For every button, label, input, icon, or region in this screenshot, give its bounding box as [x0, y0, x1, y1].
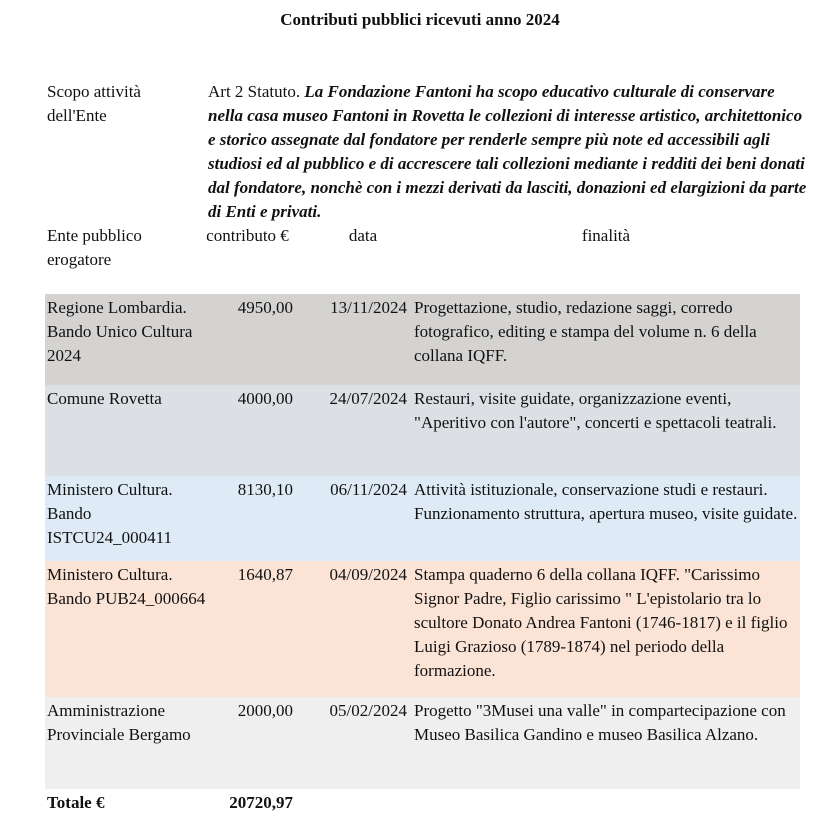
cell-ente: Regione Lombardia. Bando Unico Cultura 2024: [47, 298, 193, 365]
cell-data: 24/07/2024: [329, 389, 407, 408]
scopo-text: [208, 80, 808, 224]
cell-data: 05/02/2024: [329, 701, 407, 720]
cell-ente: Ministero Cultura. Bando PUB24_000664: [47, 565, 206, 608]
cell-contributo: 4000,00: [237, 389, 293, 408]
header-contributo: contributo €: [206, 226, 289, 245]
scopo-body: La Fondazione Fantoni ha scopo educativo culturale di conservare nella casa museo Fantoni in Rovetta le collezioni di interesse artistico, architettonico e storico assegnate dal fondatore per renderle sempre più note ed accessibili agli studiosi ed al pubblico e di accrescere tali collezioni mediante i redditi dei beni donati dal fondatore, nonchè con i mezzi derivati da lasciti, donazioni ed elargizioni da parte di Enti e privati.: [208, 82, 807, 221]
cell-contributo: 2000,00: [237, 701, 293, 720]
cell-ente: Amministrazione Provinciale Bergamo: [47, 701, 191, 744]
table-row: [45, 294, 800, 385]
scopo-label: Scopo attività dell'Ente: [47, 82, 141, 125]
header-data: data: [348, 226, 378, 245]
table-row: [45, 561, 800, 697]
cell-data: 13/11/2024: [330, 298, 407, 317]
header-ente: Ente pubblico erogatore: [47, 226, 142, 269]
cell-finalita: Attività istituzionale, conservazione studi e restauri. Funzionamento struttura, apertura museo, visite guidate.: [414, 480, 798, 523]
cell-ente: Ministero Cultura. Bando ISTCU24_000411: [47, 480, 173, 547]
cell-finalita: Progetto "3Musei una valle" in compartecipazione con Museo Basilica Gandino e museo Basilica Alzano.: [414, 701, 786, 744]
total-label: Totale €: [47, 793, 105, 812]
table-row: [45, 476, 800, 561]
cell-finalita: Restauri, visite guidate, organizzazione eventi, "Aperitivo con l'autore", concerti e spettacoli teatrali.: [414, 389, 777, 432]
cell-finalita: Progettazione, studio, redazione saggi, corredo fotografico, editing e stampa del volume n. 6 della collana IQFF.: [414, 298, 757, 365]
cell-ente: Comune Rovetta: [47, 389, 162, 408]
cell-contributo: 8130,10: [237, 480, 293, 499]
cell-contributo: 1640,87: [237, 565, 293, 584]
scopo-prefix: Art 2 Statuto.: [208, 82, 301, 101]
table-row: [45, 385, 800, 476]
cell-data: 04/09/2024: [329, 565, 407, 584]
page-title: Contributi pubblici ricevuti anno 2024: [280, 10, 560, 29]
cell-finalita: Stampa quaderno 6 della collana IQFF. "Carissimo Signor Padre, Figlio carissimo " L'epistolario tra lo scultore Donato Andrea Fantoni (1746-1817) e il figlio Luigi Grazioso (1789-1874) nel periodo della formazione.: [414, 565, 788, 680]
header-finalita: finalità: [581, 226, 631, 245]
total-value: 20720,97: [229, 793, 293, 812]
cell-data: 06/11/2024: [330, 480, 407, 499]
table-row: [45, 697, 800, 789]
cell-contributo: 4950,00: [237, 298, 293, 317]
